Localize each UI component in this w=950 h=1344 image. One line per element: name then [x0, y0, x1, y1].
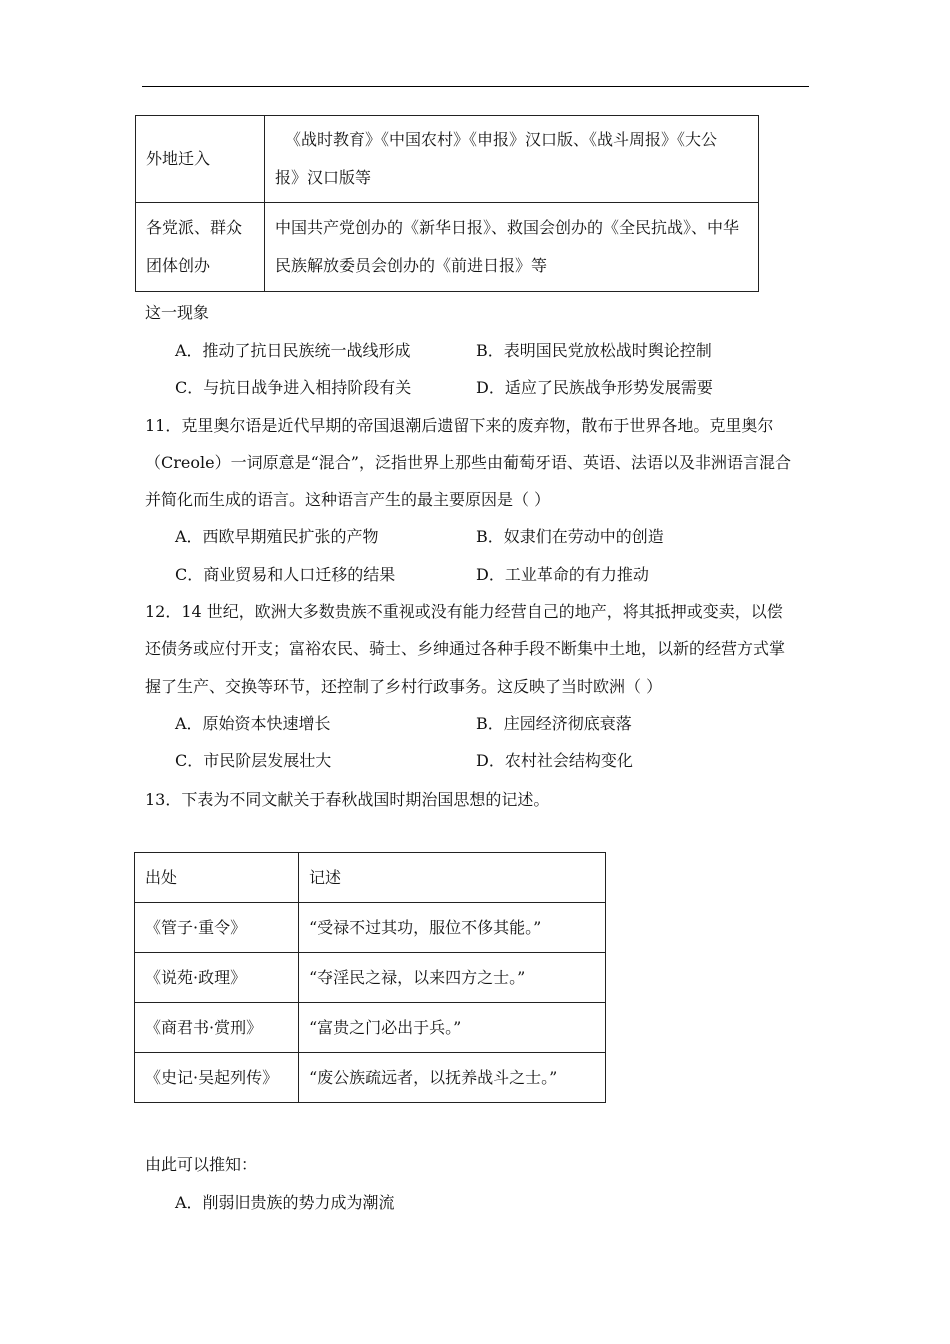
- table-cell: 《说苑·政理》: [135, 953, 299, 1003]
- table-cell-label: [136, 203, 265, 292]
- cell-text-line: 中国共产党创办的《新华日报》、救国会创办的《全民抗战》、中华: [275, 218, 740, 237]
- question-stem: 这一现象: [145, 303, 210, 322]
- option-b[interactable]: B．表明国民党放松战时舆论控制: [476, 341, 712, 360]
- option-a[interactable]: A．西欧早期殖民扩张的产物: [175, 527, 379, 546]
- option-a[interactable]: A．削弱旧贵族的势力成为潮流: [175, 1193, 395, 1212]
- table-row: [135, 1003, 606, 1053]
- table-cell: 《管子·重令》: [135, 903, 299, 953]
- cell-text-line: 团体创办: [146, 256, 211, 275]
- option-c[interactable]: C．与抗日战争进入相持阶段有关: [175, 378, 412, 397]
- table-row: [135, 1053, 606, 1103]
- table-cell: “受禄不过其功，服位不侈其能。”: [299, 903, 606, 953]
- table-cell: 《史记·吴起列传》: [135, 1053, 299, 1103]
- option-a[interactable]: A．原始资本快速增长: [175, 714, 331, 733]
- option-a[interactable]: A．推动了抗日民族统一战线形成: [175, 341, 411, 360]
- table-row: [135, 903, 606, 953]
- table-header-row: [135, 853, 606, 903]
- table-row: [135, 953, 606, 1003]
- question-12-line: 还债务或应付开支；富裕农民、骑士、乡绅通过各种手段不断集中土地，以新的经营方式掌: [145, 639, 786, 658]
- table-header: 记述: [299, 853, 606, 903]
- table-cell-label: 外地迁入: [136, 116, 265, 203]
- header-rule: [142, 86, 809, 87]
- table-header: 出处: [135, 853, 299, 903]
- option-d[interactable]: D．工业革命的有力推动: [476, 565, 649, 584]
- table-row: [136, 203, 759, 292]
- option-c[interactable]: C．市民阶层发展壮大: [175, 751, 332, 770]
- table-cell: “富贵之门必出于兵。”: [299, 1003, 606, 1053]
- question-11-line: 11．克里奥尔语是近代早期的帝国退潮后遗留下来的废弃物，散布于世界各地。克里奥尔: [145, 416, 774, 435]
- question-11-line: 并简化而生成的语言。这种语言产生的最主要原因是（ ）: [145, 490, 551, 509]
- table-row: [136, 116, 759, 203]
- question-11-line: （Creole）一词原意是“混合”，泛指世界上那些由葡萄牙语、英语、法语以及非洲语言混合: [145, 453, 791, 472]
- option-c[interactable]: C．商业贸易和人口迁移的结果: [175, 565, 396, 584]
- newspaper-table: [135, 115, 759, 292]
- table-cell-content: [265, 203, 759, 292]
- cell-text-line: 报》汉口版等: [275, 168, 372, 187]
- cell-text-line: 《战时教育》《中国农村》《申报》汉口版、《战斗周报》《大公: [285, 130, 718, 149]
- option-b[interactable]: B．庄园经济彻底衰落: [476, 714, 632, 733]
- question-12-line: 12．14 世纪，欧洲大多数贵族不重视或没有能力经营自己的地产，将其抵押或变卖，以偿: [145, 602, 783, 621]
- question-13-conclusion: 由此可以推知：: [145, 1155, 258, 1174]
- table-cell: “废公族疏远者，以抚养战斗之士。”: [299, 1053, 606, 1103]
- table-cell: 《商君书·赏刑》: [135, 1003, 299, 1053]
- option-b[interactable]: B．奴隶们在劳动中的创造: [476, 527, 664, 546]
- table-cell: “夺淫民之禄，以来四方之士。”: [299, 953, 606, 1003]
- option-d[interactable]: D．农村社会结构变化: [476, 751, 633, 770]
- source-table: [134, 852, 606, 1103]
- question-12-line: 握了生产、交换等环节，还控制了乡村行政事务。这反映了当时欧洲（ ）: [145, 677, 663, 696]
- cell-text-line: 各党派、群众: [146, 218, 243, 237]
- table-cell-content: [265, 116, 759, 203]
- cell-text-line: 民族解放委员会创办的《前进日报》等: [275, 256, 548, 275]
- question-13-stem: 13．下表为不同文献关于春秋战国时期治国思想的记述。: [145, 790, 550, 809]
- option-d[interactable]: D．适应了民族战争形势发展需要: [476, 378, 713, 397]
